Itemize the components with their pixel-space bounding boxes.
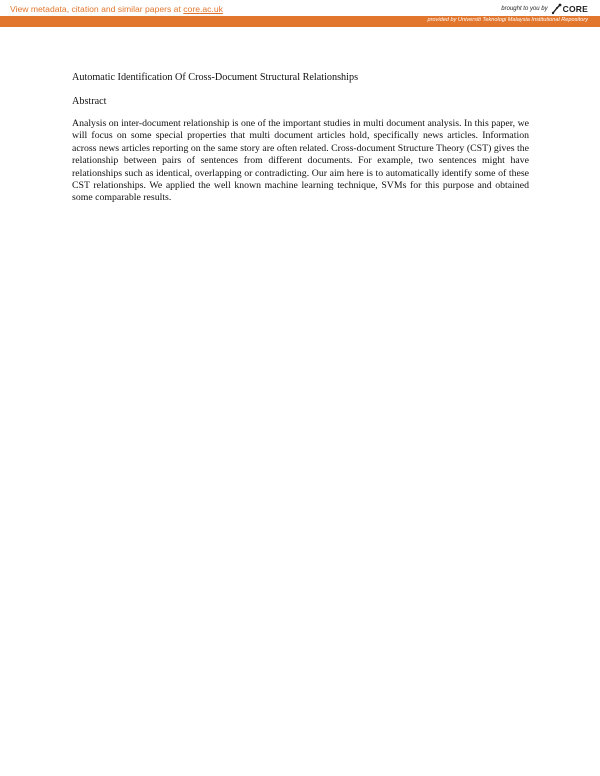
core-header-bar [0,0,600,16]
document-body [72,72,529,205]
core-link-url[interactable]: core.ac.uk [183,4,223,14]
provided-by-text[interactable]: provided by Universiti Teknologi Malaysia Institutional Repository [427,17,588,23]
abstract-heading: Abstract [72,96,107,107]
abstract-body: Analysis on inter-document relationship is one of the important studies in multi document analysis. In this paper, we will focus on some special properties that multi document articles hold, specifically news articles. Information across news articles reporting on the same story are often related. Cross-document Structure Theory (CST) gives the relationship between pairs of sentences from different documents. For example, two sentences might have relationships such as identical, overlapping or contradicting. Our aim here is to automatically identify some of these CST relationships. We applied the well known machine learning technique, SVMs for this purpose and obtained some comparable results. [72,118,529,204]
core-metadata-link[interactable] [10,4,223,14]
paper-title: Automatic Identification Of Cross-Document Structural Relationships [72,72,359,83]
core-link-prefix[interactable]: View metadata, citation and similar papers at [10,4,184,14]
repository-banner [0,16,600,27]
core-branding[interactable] [501,2,588,16]
brought-to-you-text: brought to you by [501,6,548,12]
core-logo[interactable] [551,3,588,15]
core-logo-icon [551,3,562,15]
core-brand-name: CORE [562,4,588,14]
